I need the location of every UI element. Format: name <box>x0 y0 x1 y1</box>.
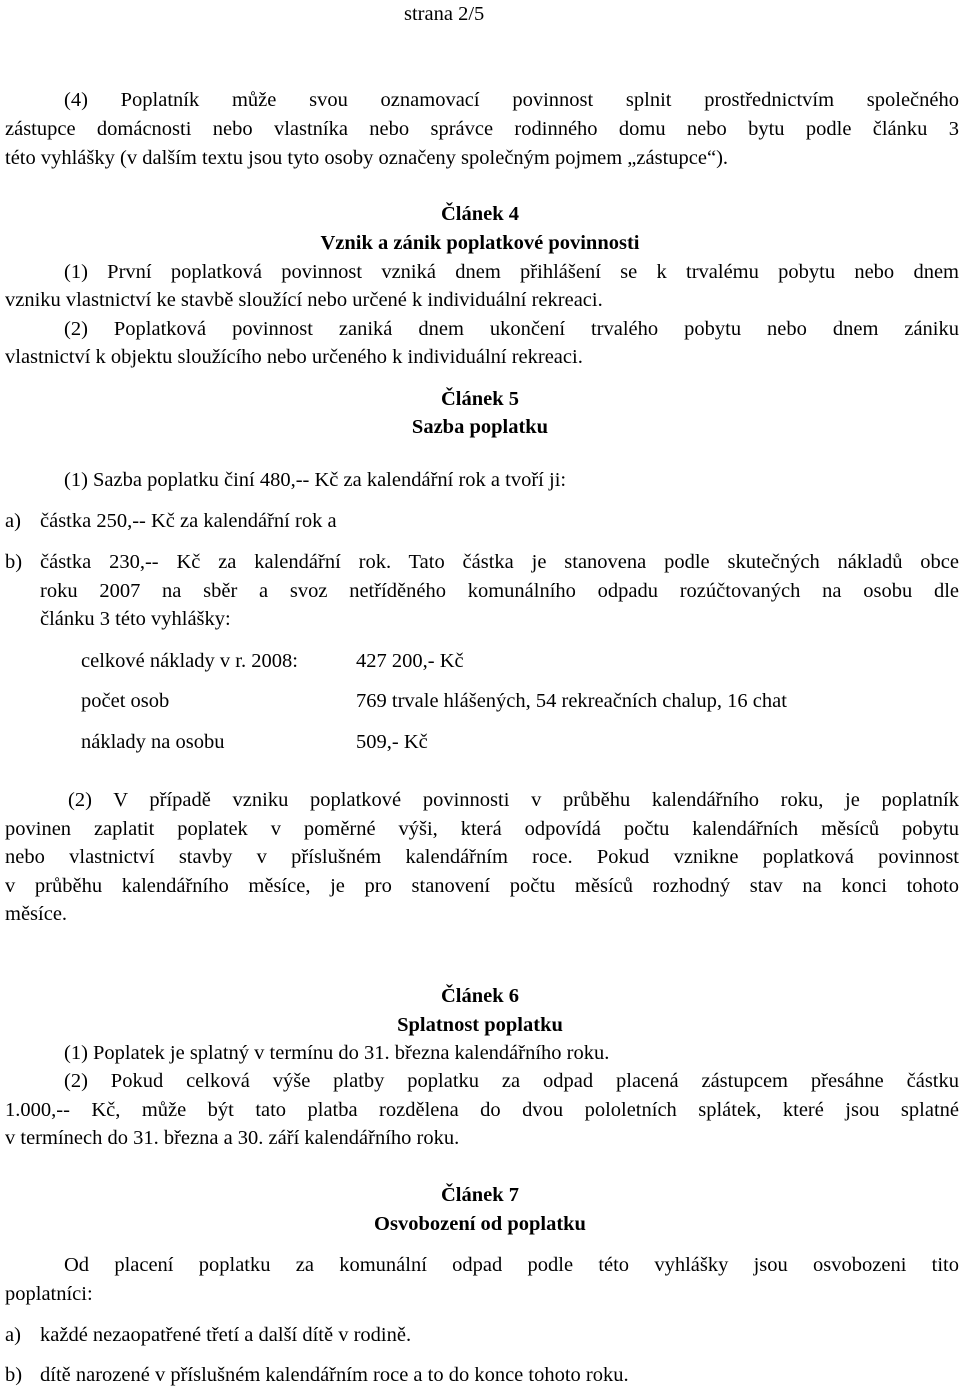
list-marker: b) <box>5 1364 23 1386</box>
text-line: zástupce domácnosti nebo vlastníka nebo správce rodinného domu nebo bytu podle článku 3 <box>5 118 959 140</box>
persons-label: počet osob <box>81 690 170 712</box>
text-line: článku 3 této vyhlášky: <box>40 608 231 630</box>
text-line: nebo vlastnictví stavby v příslušném kalendářním roce. Pokud vznikne poplatková povinnost <box>5 846 959 868</box>
list-item: částka 230,-- Kč za kalendářní rok. Tato částka je stanovena podle skutečných nákladů obce <box>40 551 959 573</box>
article-subtitle: Vznik a zánik poplatkové povinnosti <box>320 232 640 254</box>
text-line: (1) První poplatková povinnost vzniká dnem přihlášení se k trvalému pobytu nebo dnem <box>64 261 959 283</box>
article-title: Článek 5 <box>440 388 520 410</box>
list-marker: a) <box>5 1324 21 1346</box>
article-title: Článek 4 <box>440 203 520 225</box>
list-marker: a) <box>5 510 21 532</box>
per-person-label: náklady na osobu <box>81 731 225 753</box>
text-line: (1) Poplatek je splatný v termínu do 31. března kalendářního roku. <box>64 1042 610 1064</box>
list-item: částka 250,-- Kč za kalendářní rok a <box>40 510 337 532</box>
text-line: (1) Sazba poplatku činí 480,-- Kč za kalendářní rok a tvoří ji: <box>64 469 567 491</box>
text-line: (2) Pokud celková výše platby poplatku za odpad placená zástupcem přesáhne částku <box>64 1070 959 1092</box>
text-line: (4) Poplatník může svou oznamovací povinnost splnit prostřednictvím společného <box>64 89 959 111</box>
text-line: v průběhu kalendářního měsíce, je pro stanovení počtu měsíců rozhodný stav na konci tohoto <box>5 875 959 897</box>
page-number: strana 2/5 <box>404 3 485 25</box>
text-line: poplatníci: <box>5 1283 93 1305</box>
persons-value: 769 trvale hlášených, 54 rekreačních chalup, 16 chat <box>356 690 787 712</box>
text-line: vlastnictví k objektu sloužícího nebo určeného k individuální rekreaci. <box>5 346 583 368</box>
list-item: každé nezaopatřené třetí a další dítě v rodině. <box>40 1324 412 1346</box>
costs-value: 427 200,- Kč <box>356 650 464 672</box>
article-title: Článek 7 <box>440 1184 520 1206</box>
text-line: měsíce. <box>5 903 68 925</box>
text-line: (2) Poplatková povinnost zaniká dnem ukončení trvalého pobytu nebo dnem zániku <box>64 318 959 340</box>
text-line: roku 2007 na sběr a svoz netříděného komunálního odpadu rozúčtovaných na osobu dle <box>40 580 959 602</box>
text-line: Od placení poplatku za komunální odpad podle této vyhlášky jsou osvobozeni tito <box>64 1254 959 1276</box>
text-line: (2) V případě vzniku poplatkové povinnosti v průběhu kalendářního roku, je poplatník <box>68 789 959 811</box>
text-line: v termínech do 31. března a 30. září kalendářního roku. <box>5 1127 460 1149</box>
list-item: dítě narozené v příslušném kalendářním roce a to do konce tohoto roku. <box>40 1364 629 1386</box>
per-person-value: 509,- Kč <box>356 731 428 753</box>
costs-label: celkové náklady v r. 2008: <box>81 650 298 672</box>
article-subtitle: Osvobození od poplatku <box>374 1213 586 1235</box>
article-subtitle: Splatnost poplatku <box>397 1014 563 1036</box>
article-title: Článek 6 <box>440 985 520 1007</box>
list-marker: b) <box>5 551 23 573</box>
text-line: této vyhlášky (v dalším textu jsou tyto osoby označeny společným pojmem „zástupce“). <box>5 147 729 169</box>
text-line: povinen zaplatit poplatek v poměrné výši, která odpovídá počtu kalendářních měsíců pobytu <box>5 818 959 840</box>
text-line: vzniku vlastnictví ke stavbě sloužící nebo určené k individuální rekreaci. <box>5 289 603 311</box>
text-line: 1.000,-- Kč, může být tato platba rozdělena do dvou pololetních splátek, které jsou splatné <box>5 1099 959 1121</box>
article-subtitle: Sazba poplatku <box>411 416 549 438</box>
